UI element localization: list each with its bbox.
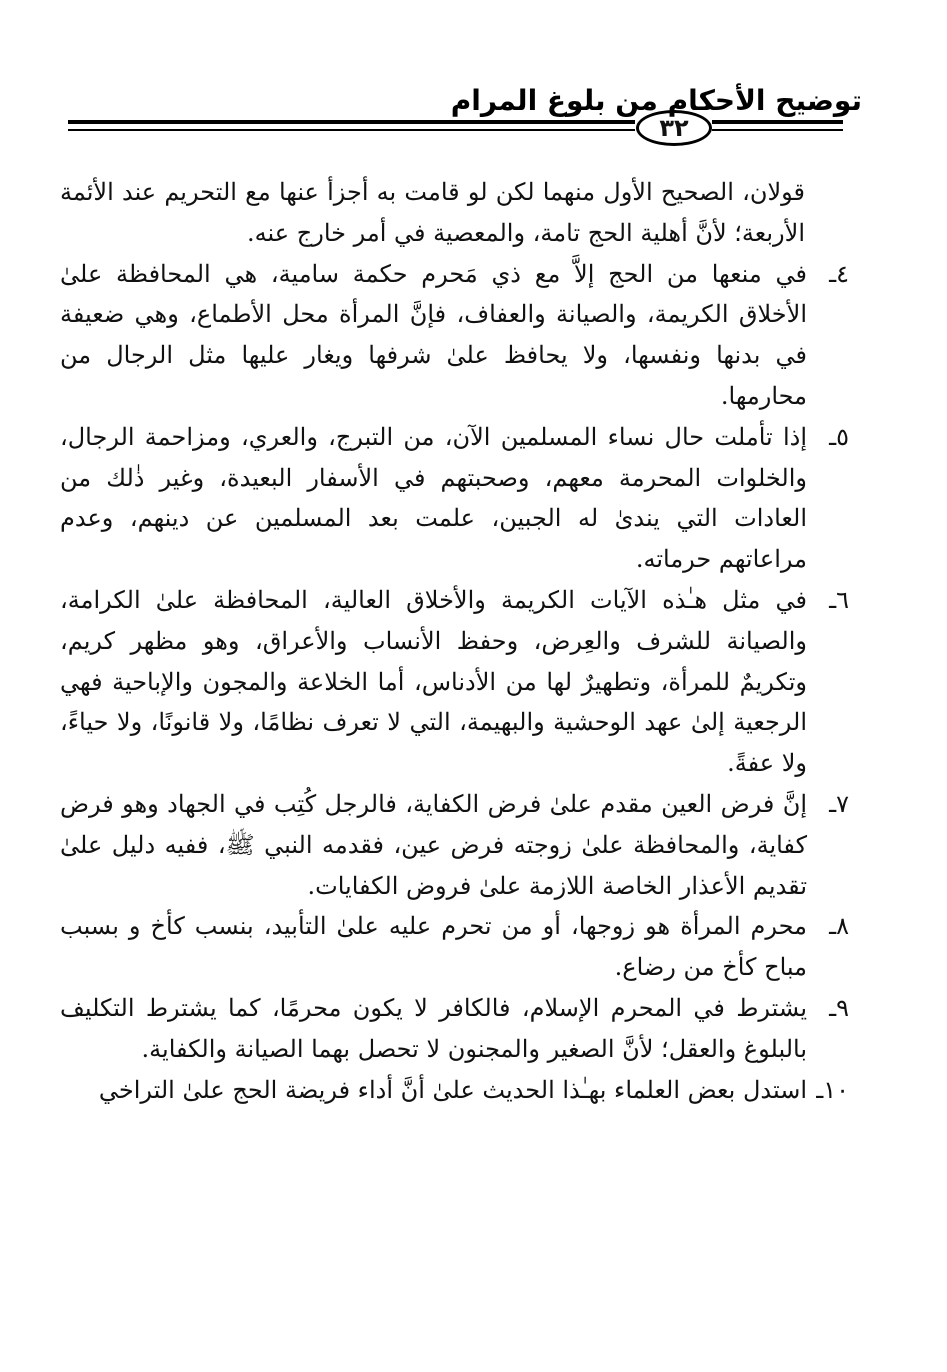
page-body bbox=[60, 172, 849, 1110]
header-rule-left bbox=[68, 120, 635, 131]
item-number: ٧ـ bbox=[829, 789, 849, 818]
list-item-10 bbox=[60, 1070, 849, 1111]
item-text: استدل بعض العلماء بهـٰذا الحديث علىٰ أنَّ أداء فريضة الحج علىٰ التراخي bbox=[98, 1075, 807, 1104]
intro-paragraph: قولان، الصحيح الأول منهما لكن لو قامت به أجزأ عنها مع التحريم عند الأئمة الأربعة؛ لأنَّ أهلية الحج تامة، والمعصية في أمر خارج عنه. bbox=[60, 178, 805, 247]
list-item-8 bbox=[60, 906, 849, 988]
item-number: ٨ـ bbox=[829, 912, 849, 941]
item-text: في منعها من الحج إلاَّ مع ذي مَحرم حكمة سامية، هي المحافظة علىٰ الأخلاق الكريمة، والصيانة والعفاف، فإنَّ المرأة محل الأطماع، وهي ضعيفة في بدنها ونفسها، ولا يحافظ علىٰ شرفها ويغار عليها مثل الرجال من محارمها. bbox=[60, 259, 807, 410]
item-text: يشترط في المحرم الإسلام، فالكافر لا يكون محرمًا، كما يشترط التكليف بالبلوغ والعقل؛ لأنَّ الصغير والمجنون لا تحصل بهما الصيانة والكفاية. bbox=[60, 993, 807, 1063]
list-item-6 bbox=[60, 580, 849, 784]
item-number: ٦ـ bbox=[829, 585, 849, 614]
item-number: ٩ـ bbox=[829, 993, 849, 1022]
page-number: ٣٢ bbox=[636, 110, 712, 146]
item-text: في مثل هـٰذه الآيات الكريمة والأخلاق العالية، المحافظة علىٰ الكرامة، والصيانة للشرف والعِرض، وحفظ الأنساب والأعراق، وهو مظهر كريم، وتكريمٌ للمرأة، وتطهيرٌ لها من الأدناس، أما الخلاعة والمجون والإباحية فهي الرجعية إلىٰ عهد الوحشية والبهيمة، التي لا تعرف نظامًا، ولا قانونًا، ولا حياءً، ولا عفةً. bbox=[60, 585, 807, 778]
item-text: إنَّ فرض العين مقدم علىٰ فرض الكفاية، فالرجل كُتِب في الجهاد وهو فرض كفاية، والمحافظة علىٰ زوجته فرض عين، فقدمه النبي ﷺ، ففيه دليل علىٰ تقديم الأعذار الخاصة اللازمة علىٰ فروض الكفايات. bbox=[60, 789, 807, 900]
item-number: ١٠ـ bbox=[816, 1075, 849, 1104]
book-title: توضيح الأحكام من بلوغ المرام bbox=[450, 84, 862, 117]
header-rule-right bbox=[712, 120, 843, 131]
list-item-9 bbox=[60, 988, 849, 1070]
list-item-7 bbox=[60, 784, 849, 906]
list-item-5 bbox=[60, 417, 849, 580]
item-text: إذا تأملت حال نساء المسلمين الآن، من التبرج، والعري، ومزاحمة الرجال، والخلوات المحرمة معهم، وصحبتهم في الأسفار البعيدة، وغير ذٰلك من العادات التي يندىٰ له الجبين، علمت بعد المسلمين عن دينهم، وعدم مراعاتهم حرماته. bbox=[60, 422, 807, 574]
item-number: ٥ـ bbox=[829, 422, 849, 451]
list-item-4 bbox=[60, 254, 849, 417]
item-text: محرم المرأة هو زوجها، أو من تحرم عليه علىٰ التأبيد، بنسب كأخ و بسبب مباح كأخ من رضاع. bbox=[60, 912, 807, 982]
item-number: ٤ـ bbox=[829, 259, 849, 288]
